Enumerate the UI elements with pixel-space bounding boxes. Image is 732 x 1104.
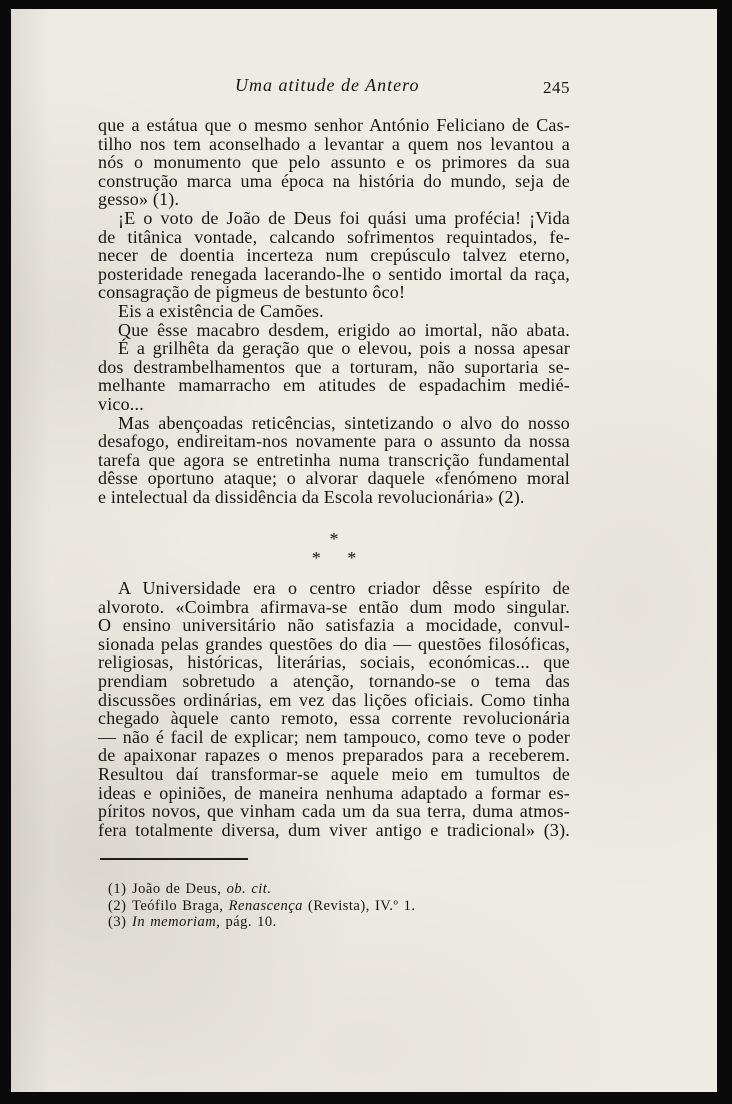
footnotes: [108, 881, 568, 931]
text-line: O ensino universitário não satisfazia a mocidade, convul-: [98, 615, 570, 636]
text-line: nós o monumento que pelo assunto e os primores da sua: [98, 152, 570, 173]
scanned-page: [11, 9, 717, 1092]
paragraph: [98, 302, 570, 321]
running-head: Uma atitude de Antero: [235, 75, 420, 95]
text-line: religiosas, históricas, literárias, sociais, económicas... que: [98, 652, 570, 673]
text-line: posteridade renegada lacerando-lhe o sentido imortal da raça,: [98, 263, 570, 284]
text-line: consagração de pigmeus de bestunto ôco!: [98, 282, 406, 303]
text-line: chegado àquele canto remoto, essa corrente revolucionária: [98, 708, 570, 729]
text-line: alvoroto. «Coimbra afirmava-se então dum modo singular.: [98, 596, 570, 617]
footnote: [108, 914, 568, 931]
text-line: dêsse oportuno ataque; o alvorar daquele «fenómeno moral: [98, 468, 570, 489]
paragraph: [98, 116, 570, 209]
paragraph: [98, 579, 570, 839]
footnote: [108, 898, 568, 915]
text-line: Mas abençoadas reticências, sintetizando o alvo do nosso: [118, 412, 570, 433]
text-line: fera totalmente diversa, dum viver antigo e tradicional» (3).: [98, 819, 570, 840]
footnote-marker: (2): [108, 897, 127, 914]
text-line: e intelectual da dissidência da Escola revolucionária» (2).: [98, 486, 525, 507]
text-line: melhante mamarracho em atitudes de espadachim medié-: [98, 375, 570, 396]
paragraph: [98, 209, 570, 302]
text-line: Que êsse macabro desdem, erigido ao imortal, não abata.: [118, 319, 570, 340]
footnote-details: (Revista), IV.º 1.: [302, 897, 416, 914]
footnote-author: João de Deus,: [132, 881, 227, 897]
text-line: píritos novos, que vinham cada um da sua terra, duma atmos-: [98, 801, 570, 822]
footnote-details: , pág. 10.: [216, 914, 277, 930]
text-line: Resultou daí transformar-se aquele meio em tumultos de: [98, 763, 570, 784]
text-line: ¡E o voto de João de Deus foi quási uma profécia! ¡Vida: [118, 207, 570, 228]
text-line: sionada pelas grandes questões do dia — questões filosóficas,: [98, 633, 570, 654]
asterism-stars: * *: [311, 548, 357, 568]
paragraph: [98, 321, 570, 340]
page-number: 245: [543, 78, 570, 97]
footnote-rule: [100, 858, 248, 860]
text-line: discussões ordinárias, em vez das lições oficiais. Como tinha: [98, 689, 570, 710]
text-line: tilho nos tem aconselhado a levantar a quem nos levantou a: [98, 133, 570, 154]
footnote-work: In memoriam: [132, 914, 217, 930]
text-line: tarefa que agora se entretinha numa transcrição fundamental: [98, 449, 570, 470]
footnote-work: ob. cit.: [226, 881, 272, 897]
text-line: vico...: [98, 393, 144, 414]
footnote-marker: (1): [108, 881, 127, 897]
text-line: gesso» (1).: [98, 189, 180, 210]
text-line: prendiam sobretudo a atenção, tornando-se o tema das: [98, 670, 570, 691]
text-line: É a grilhêta da geração que o elevou, pois a nossa apesar: [118, 338, 570, 359]
footnote: [108, 881, 568, 898]
paragraph: [98, 339, 570, 413]
footnote-work: Renascença: [228, 897, 303, 914]
text-line: Eis a existência de Camões.: [118, 300, 324, 321]
body-text-upper: [98, 116, 570, 506]
text-line: ideas e opiniões, de maneira nenhuma adaptado a formar es-: [98, 782, 570, 803]
text-line: de titânica vontade, calcando sofrimentos requintados, fe-: [98, 226, 570, 247]
text-line: — não é facil de explicar; nem tampouco, como teve o poder: [98, 726, 570, 747]
text-line: necer de doentia incerteza num crepúsculo talvez eterno,: [98, 245, 570, 266]
text-line: desafogo, endireitam-nos novamente para o assunto da nossa: [98, 431, 570, 452]
paragraph: [98, 414, 570, 507]
text-line: dos destrambelhamentos que a torturam, não suportaria se-: [98, 356, 570, 377]
text-line: A Universidade era o centro criador dêsse espírito de: [118, 578, 570, 598]
footnote-marker: (3): [108, 914, 127, 930]
text-line: de apaixonar rapazes o menos preparados para a receberem.: [98, 745, 570, 766]
body-text-lower: [98, 579, 570, 839]
footnote-author: Teófilo Braga,: [132, 897, 229, 914]
text-line: que a estátua que o mesmo senhor António Feliciano de Cas-: [98, 115, 570, 135]
text-line: construção marca uma época na história do mundo, seja de: [98, 170, 570, 191]
asterism-star: *: [329, 529, 339, 549]
